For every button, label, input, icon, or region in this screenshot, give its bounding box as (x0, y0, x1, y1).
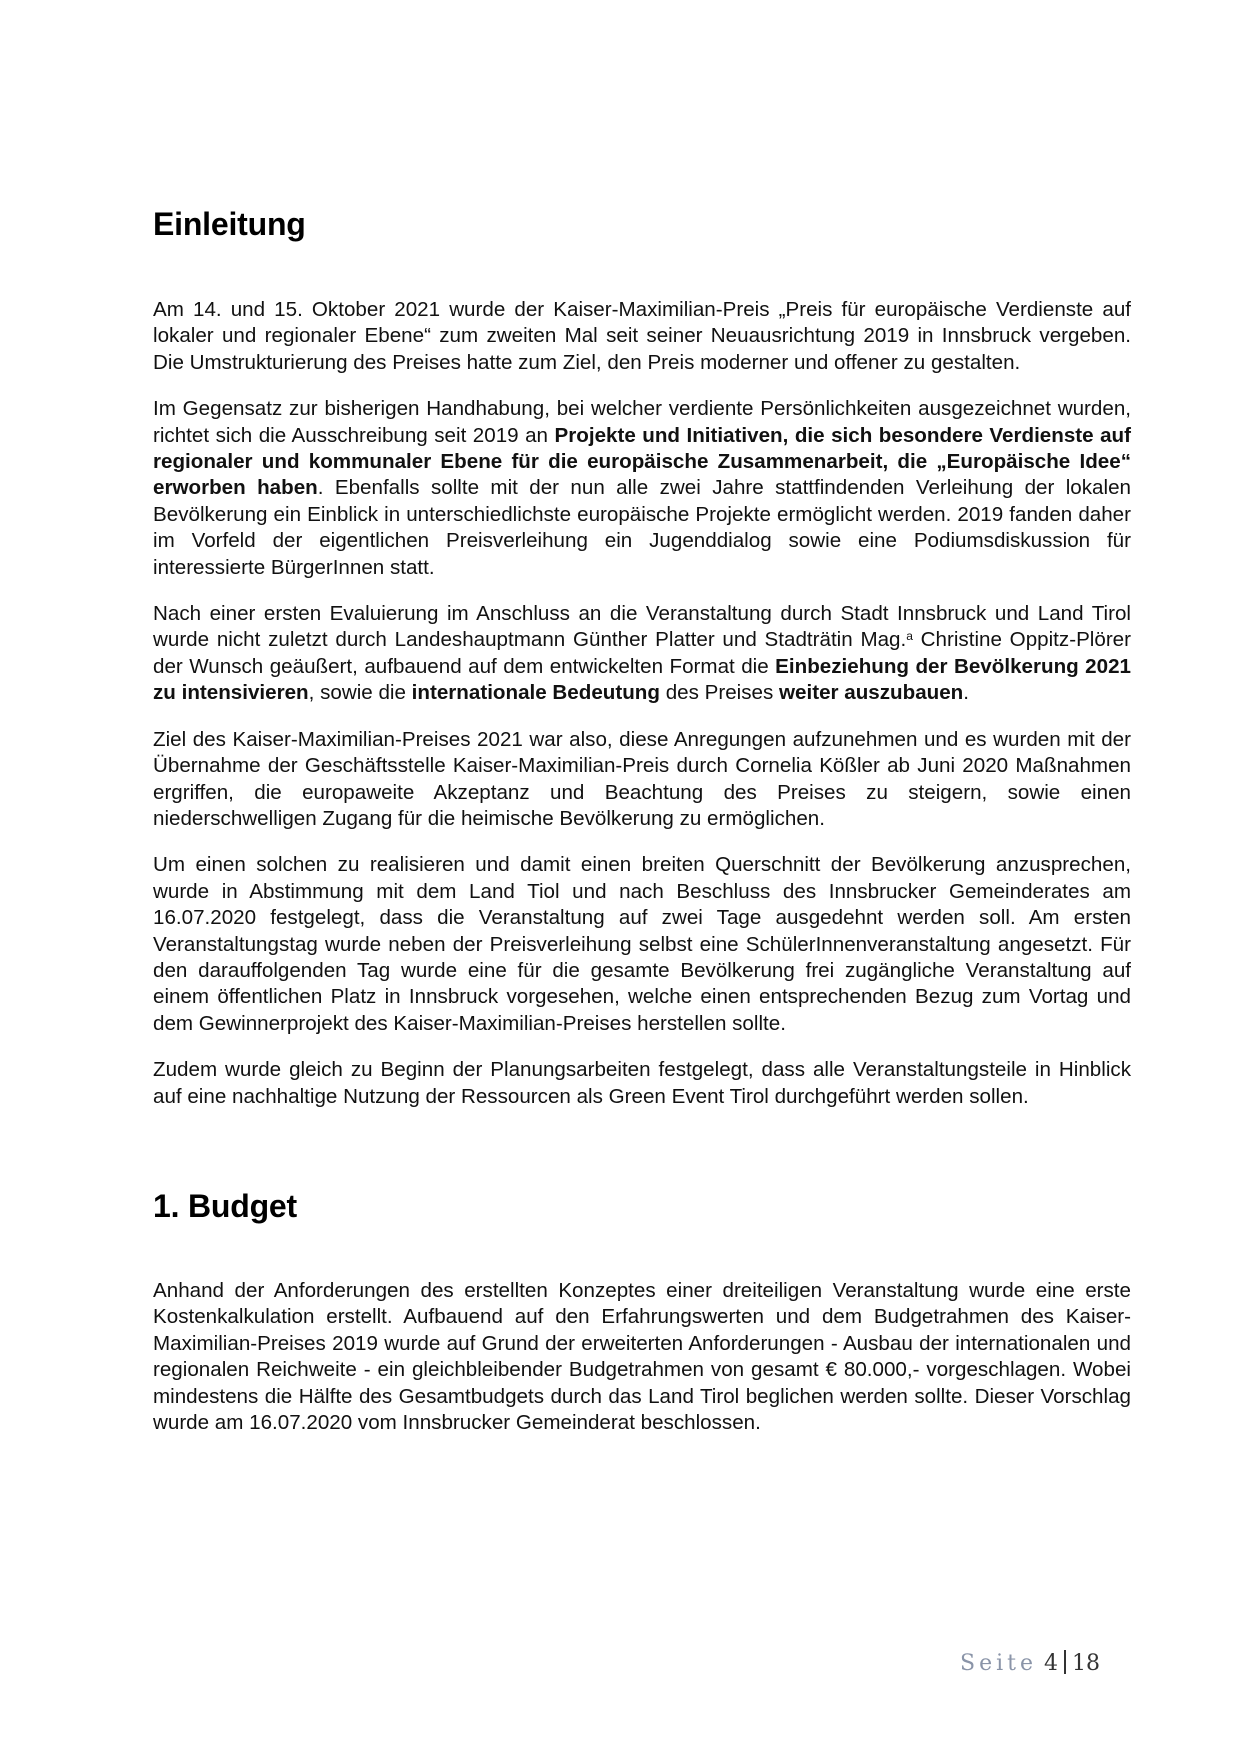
bold-text: weiter auszubauen (779, 681, 964, 705)
section-heading-budget: 1. Budget (153, 1187, 297, 1224)
text-run: Nach einer ersten Evaluierung im Anschluss an die Veranstaltung durch Stadt Innsbruck und Land Tirol wurde nicht zuletzt durch Landeshauptmann Günther Platter und Stadträtin Mag. (153, 602, 1131, 652)
text-run: Ziel des Kaiser-Maximilian-Preises 2021 war also, diese Anregungen aufzunehmen und es wurden mit der Übernahme der Geschäftsstelle Kaiser-Maximilian-Preis durch Cornelia Kößler ab Juni 2020 Maßnahmen ergriffen, die europaweite Akzeptanz und Beachtung des Preises zu steigern, sowie einen niederschwelligen Zugang für die heimische Bevölkerung zu ermöglichen. (153, 727, 1131, 830)
paragraph (153, 1057, 1131, 1110)
text-run: des Preises (659, 681, 780, 705)
paragraph (153, 1278, 1131, 1436)
page-separator (1064, 1650, 1066, 1674)
text-run: Christine Oppitz-Plörer der Wunsch geäußert, aufbauend auf dem entwickelten Format die (153, 628, 1131, 678)
section-heading-introduction: Einleitung (153, 206, 306, 242)
text-run: Zudem wurde gleich zu Beginn der Planungsarbeiten festgelegt, dass alle Veranstaltungsteile in Hinblick auf eine nachhaltige Nutzung der Ressourcen als Green Event Tirol durchgeführt werden sollen. (153, 1058, 1131, 1108)
section-body-budget (153, 1278, 1131, 1436)
paragraph (153, 297, 1131, 376)
text-run: , sowie die (308, 681, 412, 705)
text-run: Am 14. und 15. Oktober 2021 wurde der Kaiser-Maximilian-Preis „Preis für europäische Verdienste auf lokaler und regionaler Ebene“ zum zweiten Mal seit seiner Neuausrichtung 2019 in Innsbruck vergeben. Die Umstrukturierung des Preises hatte zum Ziel, den Preis moderner und offener zu gestalten. (153, 298, 1131, 374)
text-run: . Ebenfalls sollte mit der nun alle zwei Jahre stattfindenden Verleihung der lokalen Bevölkerung ein Einblick in unterschiedlichste europäische Projekte ermöglicht werden. 2019 fanden daher im Vorfeld der eigentlichen Preisverleihung ein Jugenddialog sowie eine Podiumsdiskussion für interessierte BürgerInnen statt. (153, 476, 1131, 579)
page-content (153, 200, 1131, 1436)
superscript-text: a (906, 629, 913, 644)
text-run: Um einen solchen zu realisieren und damit einen breiten Querschnitt der Bevölkerung anzusprechen, wurde in Abstimmung mit dem Land Tiol und nach Beschluss des Innsbrucker Gemeinderates am 16.07.2020 festgelegt, dass die Veranstaltung auf zwei Tage ausgedehnt werden soll. Am ersten Veranstaltungstag wurde neben der Preisverleihung selbst eine SchülerInnenveranstaltung angesetzt. Für den darauffolgenden Tag wurde eine für die gesamte Bevölkerung frei zugängliche Veranstaltung auf einem öffentlichen Platz in Innsbruck vorgesehen, welche einen entsprechenden Bezug zum Vortag und dem Gewinnerprojekt des Kaiser-Maximilian-Preises herstellen sollte. (153, 853, 1131, 1035)
text-run: Anhand der Anforderungen des erstellten Konzeptes einer dreiteiligen Veranstaltung wurde eine erste Kostenkalkulation erstellt. Aufbauend auf den Erfahrungswerten und dem Budgetrahmen des Kaiser-Maximilian-Preises 2019 wurde auf Grund der erweiterten Anforderungen - Ausbau der internationalen und regionalen Reichweite - ein gleichbleibender Budgetrahmen von gesamt € 80.000,- vorgeschlagen. Wobei mindestens die Hälfte des Gesamtbudgets durch das Land Tirol beglichen werden sollte. Dieser Vorschlag wurde am 16.07.2020 vom Innsbrucker Gemeinderat beschlossen. (153, 1278, 1131, 1434)
total-pages: 18 (1072, 1651, 1100, 1676)
bold-text: Einbeziehung der Bevölkerung 2021 zu intensivieren (153, 654, 1131, 705)
text-run: Im Gegensatz zur bisherigen Handhabung, bei welcher verdiente Persönlichkeiten ausgezeichnet wurden, richtet sich die Ausschreibung seit 2019 an (153, 397, 1131, 447)
paragraph (153, 601, 1131, 707)
page-label: Seite (960, 1651, 1037, 1676)
bold-text: Projekte und Initiativen, die sich besondere Verdienste auf regionaler und kommunaler Ebene für die europäische Zusammenarbeit, die „Europäische Idee“ erworben haben (153, 423, 1131, 500)
paragraph (153, 396, 1131, 581)
section-body-introduction (153, 297, 1131, 1110)
paragraph (153, 727, 1131, 833)
text-run: . (963, 681, 969, 705)
current-page-number: 4 (1044, 1651, 1058, 1676)
bold-text: internationale Bedeutung (411, 681, 660, 705)
paragraph (153, 852, 1131, 1037)
page-footer (960, 1650, 1100, 1676)
